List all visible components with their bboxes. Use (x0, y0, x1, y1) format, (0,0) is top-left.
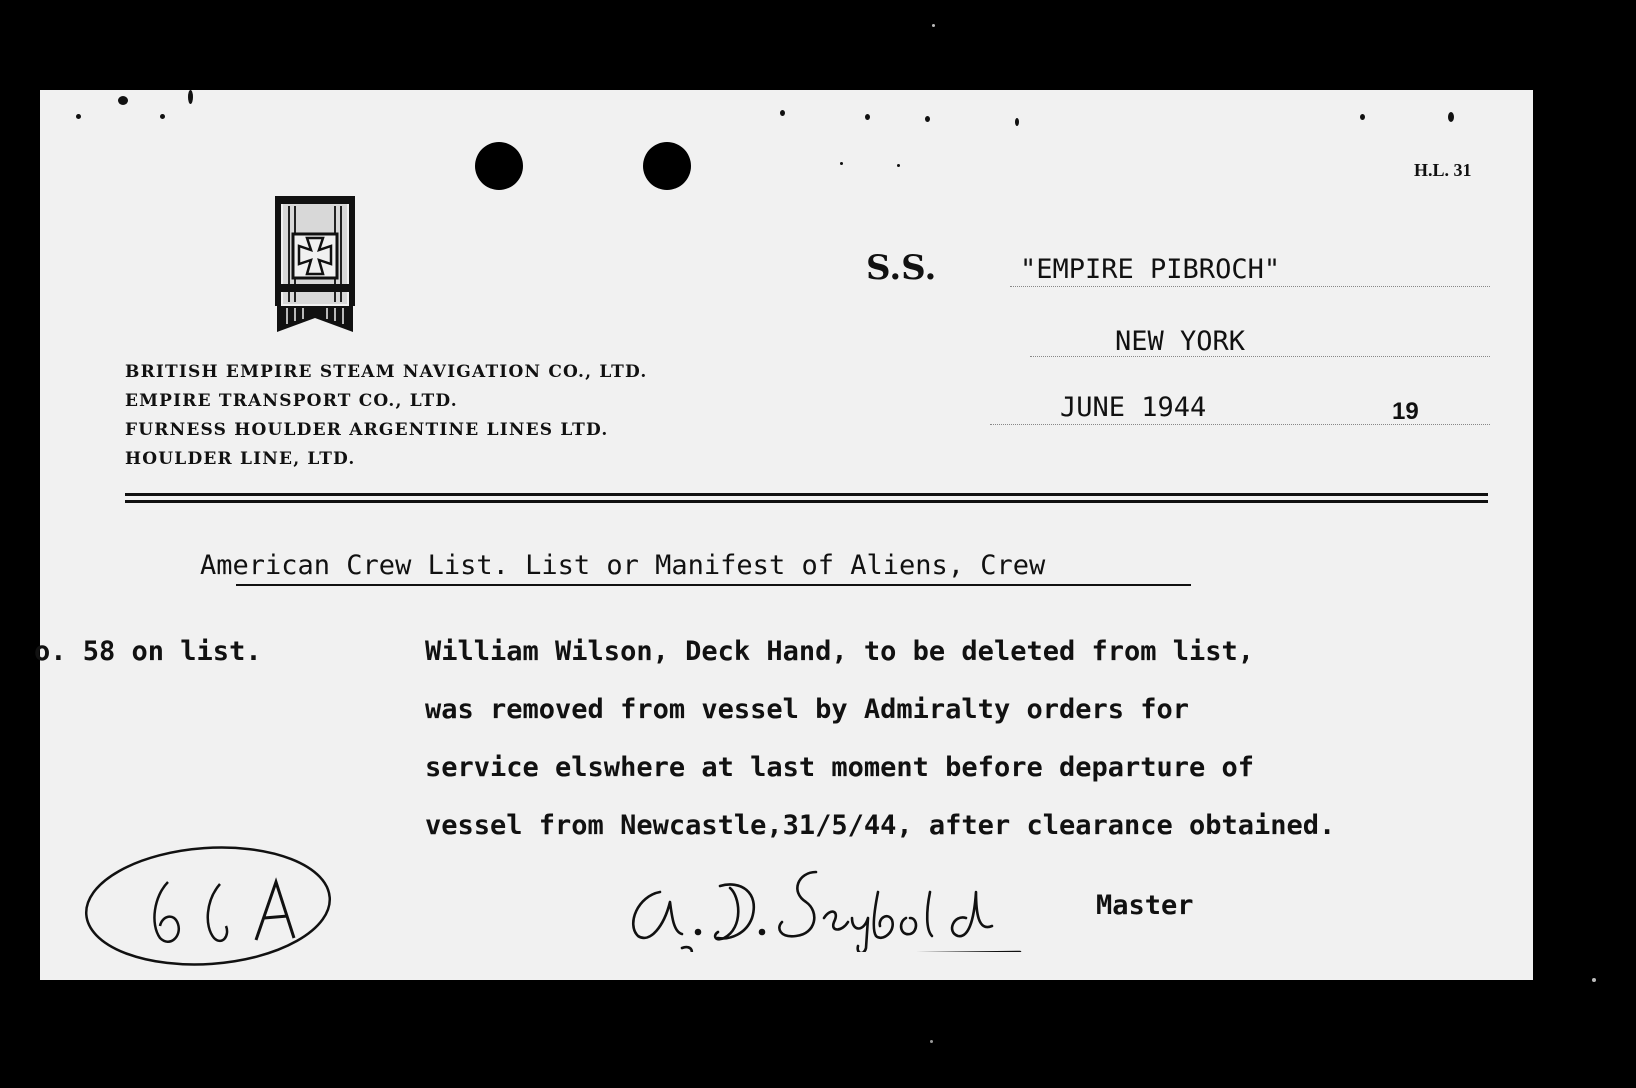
company-name: FURNESS HOULDER ARGENTINE LINES LTD. (125, 420, 609, 440)
company-name: BRITISH EMPIRE STEAM NAVIGATION CO., LTD. (125, 362, 648, 382)
header-rule-top (125, 493, 1488, 496)
ship-name: "EMPIRE PIBROCH" (1020, 254, 1281, 285)
header-rule-bottom (125, 500, 1488, 503)
speck (865, 114, 870, 120)
circled-annotation-icon (80, 840, 340, 975)
subject-underline (236, 584, 1191, 586)
year-prefix: 19 (1392, 398, 1419, 425)
speck (840, 162, 843, 165)
speck (1360, 114, 1365, 120)
speck (897, 164, 900, 167)
speck (76, 114, 81, 119)
place-line (1030, 356, 1490, 357)
punch-hole-right (643, 142, 691, 190)
body-line: William Wilson, Deck Hand, to be deleted from list, (425, 636, 1255, 667)
subject-line: American Crew List. List or Manifest of Aliens, Crew (200, 550, 1046, 581)
ship-name-line (1010, 286, 1490, 287)
company-name: HOULDER LINE, LTD. (125, 449, 356, 469)
speck (160, 114, 165, 119)
body-line: vessel from Newcastle,31/5/44, after clearance obtained. (425, 810, 1336, 841)
body-line: service elswhere at last moment before departure of (425, 752, 1255, 783)
body-line: was removed from vessel by Admiralty orders for (425, 694, 1190, 725)
company-name: EMPIRE TRANSPORT CO., LTD. (125, 391, 458, 411)
signature-title: Master (1096, 890, 1194, 921)
punch-hole-left (475, 142, 523, 190)
speck (1592, 978, 1596, 982)
speck (1448, 112, 1454, 122)
form-code: H.L. 31 (1414, 160, 1472, 180)
speck (930, 1040, 933, 1043)
company-flag-logo-icon (273, 194, 357, 334)
speck (118, 96, 128, 105)
signature-image-icon (620, 852, 1040, 952)
speck (932, 24, 935, 27)
speck (1015, 118, 1019, 126)
place: NEW YORK (1115, 326, 1246, 357)
date: JUNE 1944 (1060, 392, 1207, 423)
date-line (990, 424, 1490, 425)
speck (188, 90, 193, 104)
ship-prefix: S.S. (866, 248, 937, 288)
speck (925, 116, 930, 122)
list-reference: o. 58 on list. (34, 636, 262, 667)
letter-sheet (34, 90, 1533, 980)
speck (780, 110, 785, 116)
